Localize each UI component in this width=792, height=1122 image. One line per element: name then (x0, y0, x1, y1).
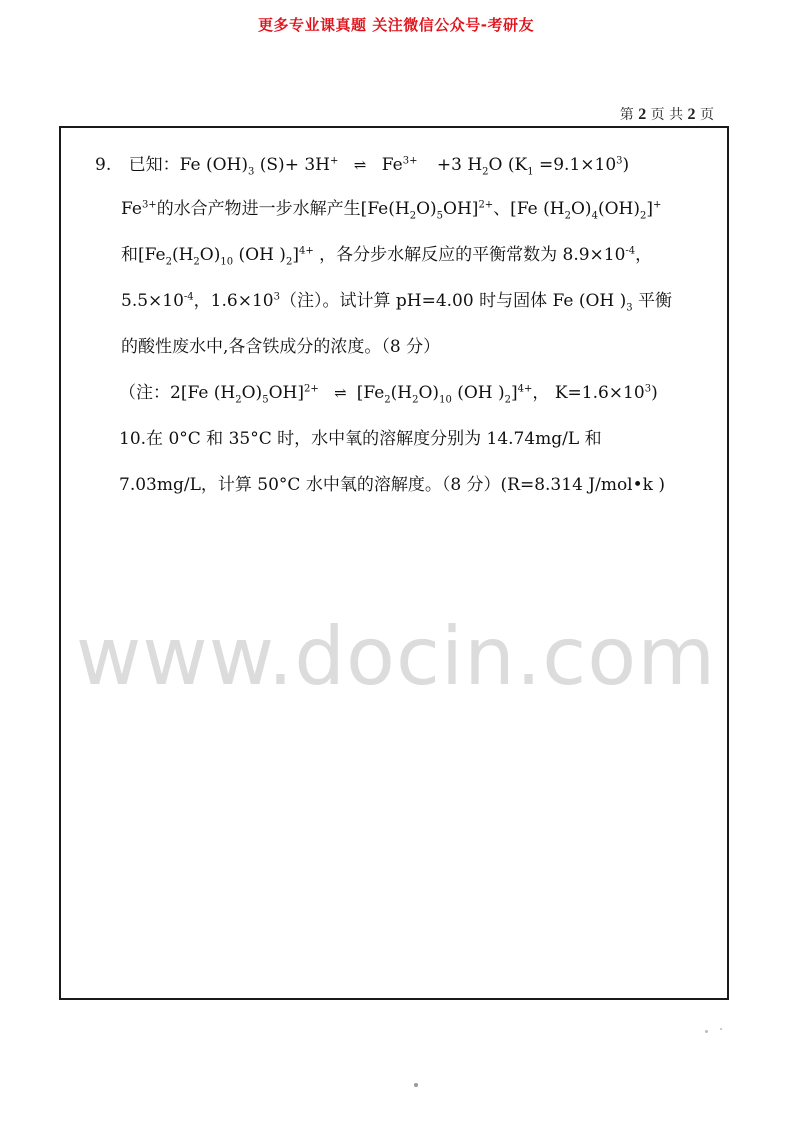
q9-text: 和[Fe (121, 245, 166, 265)
q9-text: ，1.6×10 (193, 291, 274, 311)
scan-speck (414, 1083, 418, 1087)
page-total: 2 (687, 106, 696, 123)
subscript: 10 (439, 394, 452, 406)
q9-text: 的酸性废水中,各含铁成分的浓度。（8 分） (121, 337, 441, 357)
q9-text: 的水合产物进一步水解产生[Fe(H (156, 199, 410, 219)
note-text: O) (418, 383, 440, 403)
superscript: 4+ (517, 383, 533, 395)
superscript: 2+ (478, 199, 494, 211)
superscript: 3 (644, 383, 652, 395)
q9-note (119, 378, 658, 405)
q9-line-4 (121, 286, 672, 313)
equilibrium-arrow-icon: ⇌ (334, 384, 347, 402)
subscript: 2 (564, 210, 571, 222)
page-suffix: 页 (700, 107, 714, 123)
subscript: 2 (235, 394, 242, 406)
q9-number: 9. (95, 155, 112, 175)
note-text: O) (241, 383, 263, 403)
scan-speck (720, 1028, 722, 1030)
subscript: 1 (527, 166, 534, 178)
superscript: -4 (183, 291, 194, 303)
superscript: + (329, 155, 339, 167)
q10-text: 7.03mg/L，计算 50°C 水中氧的溶解度。（8 分）(R=8.314 J/mol•k ) (119, 475, 665, 495)
q9-text: Fe (121, 199, 142, 219)
subscript: 2 (285, 256, 293, 268)
q9-text: +3 H (436, 155, 483, 175)
q9-text: ， (635, 245, 653, 265)
q9-text: ] (292, 245, 299, 265)
q9-text: O) (416, 199, 437, 219)
note-text: OH] (268, 383, 304, 403)
subscript: 4 (591, 210, 598, 222)
page-number (620, 104, 714, 124)
subscript: 2 (193, 256, 200, 268)
docin-watermark: www.docin.com (75, 610, 717, 703)
q9-line-1 (95, 150, 629, 177)
subscript: 2 (639, 210, 647, 222)
q9-text: 平衡 (632, 291, 673, 311)
superscript: 3 (616, 155, 623, 167)
page-current: 2 (638, 106, 647, 123)
q9-text: 、[Fe (H (493, 199, 565, 219)
superscript: 3 (273, 291, 280, 303)
q9-text: (S)+ 3H (254, 155, 330, 175)
subscript: 5 (262, 394, 269, 406)
note-text: ) (651, 383, 658, 403)
subscript: 5 (436, 210, 444, 222)
subscript: 2 (409, 210, 417, 222)
subscript: 3 (248, 166, 255, 178)
scan-speck (705, 1030, 708, 1033)
q9-text: (OH ) (233, 245, 286, 265)
subscript: 2 (384, 394, 391, 406)
q10-line-1 (119, 424, 602, 449)
superscript: + (652, 199, 662, 211)
superscript: 3+ (141, 199, 157, 211)
page-mid: 页 共 (650, 107, 684, 123)
q9-text: 5.5×10 (121, 291, 184, 311)
q9-text: （注）。试计算 pH=4.00 时与固体 Fe (OH ) (279, 291, 627, 311)
q9-text: OH] (443, 199, 479, 219)
q9-text: O) (199, 245, 221, 265)
subscript: 2 (165, 256, 172, 268)
subscript: 2 (412, 394, 419, 406)
note-text: ] (511, 383, 518, 403)
q9-line-5 (121, 332, 440, 357)
q10-line-2 (119, 470, 665, 495)
q9-text: ) (622, 155, 630, 175)
superscript: -4 (625, 245, 636, 257)
superscript: 3+ (402, 155, 418, 167)
note-text: (H (390, 383, 413, 403)
note-text: （注：2[Fe (H (119, 383, 236, 403)
q9-line-3 (121, 240, 652, 267)
subscript: 3 (626, 302, 633, 314)
q9-text: ] (646, 199, 653, 219)
subscript: 2 (482, 166, 489, 178)
q9-text: Fe (381, 155, 403, 175)
q9-text: (H (171, 245, 194, 265)
note-text: (OH ) (451, 383, 505, 403)
q9-text: ，各分步水解反应的平衡常数为 8.9×10 (313, 245, 626, 265)
q9-text: 已知：Fe (OH) (128, 155, 248, 175)
note-text: [Fe (356, 383, 385, 403)
q10-text: 10.在 0°C 和 35°C 时，水中氧的溶解度分别为 14.74mg/L 和 (119, 429, 602, 449)
subscript: 2 (504, 394, 512, 406)
q9-text: (OH) (597, 199, 640, 219)
q9-text: O) (570, 199, 592, 219)
subscript: 10 (220, 256, 234, 268)
answer-frame (59, 126, 729, 1000)
superscript: 2+ (303, 383, 319, 395)
promo-banner: 更多专业课真题 关注微信公众号-考研友 (258, 16, 534, 34)
q9-text: =9.1×10 (533, 155, 617, 175)
note-text: ， K=1.6×10 (532, 383, 645, 403)
equilibrium-arrow-icon: ⇌ (353, 156, 367, 174)
superscript: 4+ (298, 245, 314, 257)
q9-line-2 (121, 194, 661, 221)
page-prefix: 第 (619, 107, 634, 123)
q9-text: O (K (488, 155, 528, 175)
